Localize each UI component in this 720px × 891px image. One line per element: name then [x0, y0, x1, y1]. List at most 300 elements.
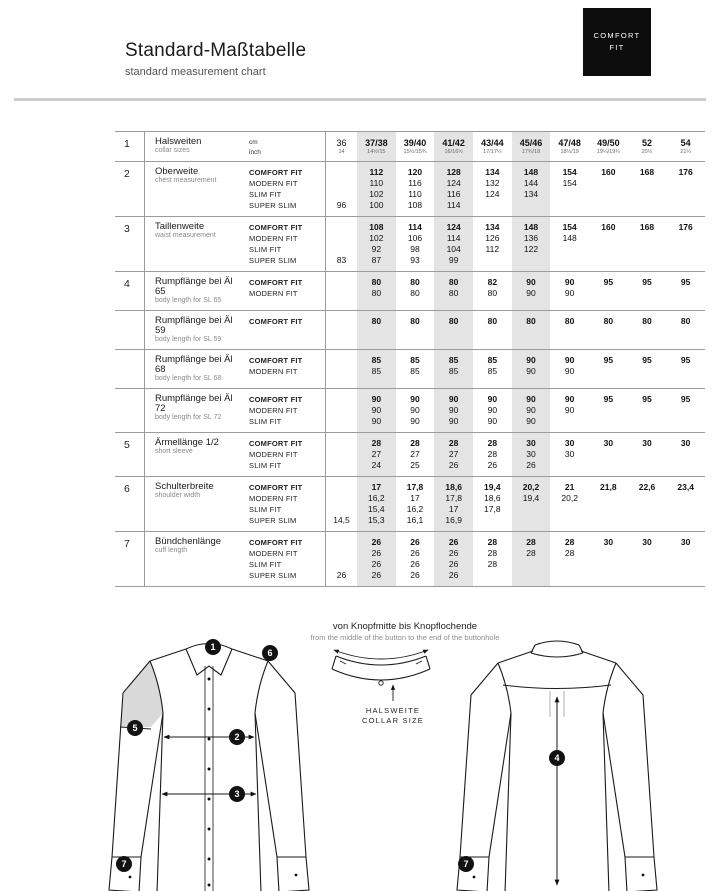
- measure-value: 132: [485, 178, 500, 188]
- size-column-cell: [628, 132, 667, 161]
- collar-size-cm: 36: [336, 138, 347, 148]
- measure-value: 80: [603, 316, 614, 326]
- size-column-cell: [325, 389, 357, 432]
- measure-name-de: Rumpflänge bei Äl 65: [155, 276, 233, 297]
- collar-measure-arrow: [334, 650, 428, 659]
- section-number: 5: [115, 433, 145, 476]
- measure-value: [473, 200, 512, 211]
- size-column-cell: [628, 532, 667, 586]
- size-column-cell: [628, 311, 667, 349]
- measure-name-en: short sleeve: [155, 448, 193, 455]
- size-column-cell: [434, 272, 473, 310]
- fit-label: SUPER SLIM: [249, 516, 297, 525]
- fit-labels-cell: [245, 132, 325, 161]
- collar-label-de: HALSWEITE: [365, 706, 421, 715]
- measure-value: [628, 288, 667, 299]
- measure-value: 80: [487, 316, 498, 326]
- measure-value: [550, 559, 589, 570]
- measure-value: [589, 460, 628, 471]
- measure-value: 21,8: [600, 482, 617, 492]
- measure-value: 90: [448, 394, 459, 404]
- measure-value: 95: [603, 355, 614, 365]
- measure-value: 28: [487, 537, 498, 547]
- measure-value: 85: [448, 355, 459, 365]
- size-column-cell: [589, 217, 628, 271]
- measure-value: [550, 255, 589, 266]
- measure-value: [666, 559, 705, 570]
- table-section: [115, 350, 705, 389]
- size-column-cell: [325, 311, 357, 349]
- measure-value: 99: [448, 255, 459, 265]
- measure-value: 95: [680, 277, 691, 287]
- size-column-cell: [434, 532, 473, 586]
- measure-value: 124: [446, 222, 461, 232]
- collar-size-inch: 15½/15¾: [403, 149, 427, 155]
- measure-value: [666, 515, 705, 526]
- measure-value: 90: [526, 277, 536, 287]
- measure-value: 90: [371, 405, 382, 415]
- measure-name-cell: [145, 350, 245, 388]
- measure-value: 90: [410, 405, 420, 415]
- measure-value: [326, 548, 357, 559]
- fit-label: COMFORT FIT: [249, 395, 303, 404]
- measure-value: 126: [485, 233, 500, 243]
- measure-value: 95: [680, 355, 691, 365]
- measure-value: [326, 460, 357, 471]
- size-column-cell: [666, 217, 705, 271]
- table-section-6: [115, 477, 705, 532]
- measure-value: 26: [371, 537, 382, 547]
- size-column-cell: [628, 389, 667, 432]
- size-column-cell: [628, 162, 667, 216]
- measure-value: 80: [371, 277, 382, 287]
- size-column-cell: [666, 162, 705, 216]
- measure-value: 16,2: [368, 493, 385, 503]
- size-column-cell: [396, 162, 435, 216]
- size-column-cell: [512, 272, 551, 310]
- measure-value: 95: [642, 277, 652, 287]
- measure-value: [628, 515, 667, 526]
- measure-value: 30: [642, 438, 652, 448]
- size-column-cell: [473, 162, 512, 216]
- measure-name-en: cuff length: [155, 547, 188, 554]
- measure-value: 28: [526, 548, 536, 558]
- measure-value: [666, 449, 705, 460]
- unit-inch-label: inch: [249, 149, 261, 156]
- table-section-1: [115, 132, 705, 162]
- measure-value: 28: [448, 438, 459, 448]
- measure-value: [326, 449, 357, 460]
- note-german: von Knopfmitte bis Knopflochende: [332, 621, 478, 632]
- size-column-cell: [325, 532, 357, 586]
- measure-value: [512, 570, 551, 581]
- measure-value: 26: [410, 548, 420, 558]
- measure-value: 106: [407, 233, 423, 243]
- measure-value: 90: [410, 394, 420, 404]
- size-column-cell: [357, 350, 396, 388]
- size-column-cell: [396, 311, 435, 349]
- front-right-sleeve: [255, 661, 309, 891]
- size-column-cell: [512, 132, 551, 161]
- measure-value: [473, 570, 512, 581]
- measure-value: [589, 405, 628, 416]
- measure-value: 90: [564, 394, 575, 404]
- section-number: 2: [115, 162, 145, 216]
- collar-size-cm: 54: [680, 138, 691, 148]
- fit-labels-cell: [245, 272, 325, 310]
- measure-value: 90: [487, 416, 498, 426]
- measure-value: 19,4: [522, 493, 540, 503]
- measure-value: 26: [371, 559, 382, 569]
- measure-value: 30: [564, 438, 575, 448]
- size-column-cell: [325, 162, 357, 216]
- size-column-cell: [434, 311, 473, 349]
- section-number: [115, 350, 145, 388]
- measure-value: 26: [448, 548, 459, 558]
- measure-value: 80: [410, 277, 420, 287]
- unit-cm-label: cm: [249, 139, 258, 146]
- measure-value: [628, 416, 667, 427]
- measure-value: 128: [446, 167, 461, 177]
- size-column-cell: [512, 389, 551, 432]
- comfort-fit-badge: [583, 8, 651, 76]
- size-column-cell: [589, 433, 628, 476]
- measure-name-de: Schulterbreite: [155, 481, 214, 492]
- fit-label: SLIM FIT: [249, 461, 282, 470]
- size-column-cell: [325, 350, 357, 388]
- measure-value: [326, 438, 357, 449]
- marker-1-badge: [205, 639, 221, 655]
- marker-4-number: 4: [554, 753, 560, 764]
- measure-name-cell: [145, 162, 245, 216]
- size-column-cell: [628, 350, 667, 388]
- measure-name-en: body length for SL 68: [155, 375, 222, 382]
- measure-value: 14,5: [333, 515, 350, 525]
- size-column-cell: [357, 162, 396, 216]
- fit-labels-cell: [245, 433, 325, 476]
- collar-size-inch: 19¼/19¾: [596, 149, 620, 155]
- measure-value: [326, 189, 357, 200]
- measure-value: [589, 288, 628, 299]
- collar-size-inch: 21¼: [680, 149, 692, 155]
- measure-value: 27: [371, 449, 382, 459]
- measure-value: [550, 416, 589, 427]
- measure-value: [512, 504, 551, 515]
- measure-value: [628, 200, 667, 211]
- measure-name-en: shoulder width: [155, 492, 201, 499]
- measure-name-de: Taillenweite: [155, 221, 205, 232]
- size-column-cell: [512, 311, 551, 349]
- fit-label: MODERN FIT: [249, 494, 298, 503]
- measure-value: [628, 504, 667, 515]
- measure-name-en: body length for SL 72: [155, 414, 222, 421]
- size-column-cell: [396, 477, 435, 531]
- marker-4-badge: [549, 750, 565, 766]
- measure-name-cell: [145, 532, 245, 586]
- measure-value: 90: [448, 405, 459, 415]
- marker-7-number-back: 7: [463, 859, 469, 870]
- measure-name-de: Rumpflänge bei Äl 59: [155, 315, 233, 336]
- section-number: 7: [115, 532, 145, 586]
- measure-value: 17: [448, 504, 459, 514]
- size-column-cell: [512, 217, 551, 271]
- measure-value: 82: [487, 277, 498, 287]
- measure-value: 116: [446, 189, 461, 199]
- marker-6-badge: [262, 645, 278, 661]
- measure-value: 90: [526, 366, 536, 376]
- collar-size-cm: 47/48: [558, 138, 581, 148]
- fit-labels-cell: [245, 532, 325, 586]
- fit-label: SUPER SLIM: [249, 256, 297, 265]
- size-column-cell: [396, 132, 435, 161]
- measure-value: 90: [487, 405, 498, 415]
- size-column-cell: [325, 477, 357, 531]
- table-section-3: [115, 217, 705, 272]
- measure-value: 114: [446, 200, 461, 210]
- size-column-cell: [325, 433, 357, 476]
- measure-value: 26: [448, 570, 459, 580]
- measure-value: 17,8: [406, 482, 424, 492]
- measure-value: 26: [336, 570, 347, 580]
- measure-value: 30: [603, 537, 614, 547]
- measure-value: [589, 416, 628, 427]
- measure-name-cell: [145, 433, 245, 476]
- fit-label: MODERN FIT: [249, 289, 298, 298]
- measure-value: [589, 189, 628, 200]
- size-column-cell: [512, 477, 551, 531]
- measure-name-cell: [145, 132, 245, 161]
- collar-size-inch: 14: [338, 149, 345, 155]
- measure-value: 124: [446, 178, 461, 188]
- measure-value: 21: [564, 482, 575, 492]
- measure-value: [589, 504, 628, 515]
- measure-value: 85: [410, 355, 420, 365]
- measure-value: 110: [369, 178, 384, 188]
- size-column-cell: [325, 132, 357, 161]
- collar-size-cm: 37/38: [365, 138, 388, 148]
- measure-value: 26: [526, 460, 536, 470]
- measure-value: [589, 559, 628, 570]
- marker-5-number: 5: [132, 723, 138, 734]
- measure-value: [628, 570, 667, 581]
- measure-value: 116: [408, 178, 422, 188]
- collar-size-cm: 45/46: [519, 138, 543, 148]
- measure-value: 30: [603, 438, 614, 448]
- page-header: [0, 0, 720, 98]
- measure-value: [666, 504, 705, 515]
- size-column-cell: [666, 477, 705, 531]
- collar-size-inch: 18½/19: [560, 149, 579, 155]
- measure-value: [512, 559, 551, 570]
- size-diagram-svg: [0, 635, 720, 891]
- measure-value: 80: [410, 288, 420, 298]
- size-column-cell: [512, 350, 551, 388]
- measure-value: 148: [523, 167, 539, 177]
- size-column-cell: [357, 532, 396, 586]
- marker-7-badge-front: [116, 856, 132, 872]
- collar-size-inch: 17/17¼: [483, 149, 502, 155]
- collar-size-cm: 39/40: [403, 138, 427, 148]
- measure-value: [326, 394, 357, 405]
- measure-value: [666, 366, 705, 377]
- measure-value: 27: [410, 449, 420, 459]
- collar-label-en: COLLAR SIZE: [362, 716, 424, 725]
- measure-value: 20,2: [522, 482, 540, 492]
- collar-size-inch: 17¾/18: [521, 149, 541, 155]
- measure-value: 26: [410, 570, 420, 580]
- fit-label: COMFORT FIT: [249, 223, 303, 232]
- size-column-cell: [396, 389, 435, 432]
- size-column-cell: [473, 311, 512, 349]
- measure-value: 136: [523, 233, 539, 243]
- measure-value: 28: [410, 438, 420, 448]
- fit-label: COMFORT FIT: [249, 483, 303, 492]
- size-column-cell: [325, 272, 357, 310]
- size-column-cell: [589, 532, 628, 586]
- measure-value: 30: [680, 438, 691, 448]
- measure-value: 28: [487, 438, 498, 448]
- measure-name-en: chest measurement: [155, 177, 217, 184]
- size-column-cell: [628, 477, 667, 531]
- measure-value: [589, 515, 628, 526]
- measure-value: [326, 416, 357, 427]
- measure-value: 95: [642, 394, 652, 404]
- measure-value: [589, 178, 628, 189]
- measure-value: [326, 316, 357, 327]
- measure-value: [512, 200, 551, 211]
- fit-labels-cell: [245, 311, 325, 349]
- measure-value: 80: [371, 288, 382, 298]
- measure-value: 16,1: [406, 515, 424, 525]
- measure-value: 93: [410, 255, 420, 265]
- measure-value: 20,2: [561, 493, 578, 503]
- measure-name-cell: [145, 311, 245, 349]
- measure-value: 90: [526, 416, 536, 426]
- measure-value: 26: [410, 559, 420, 569]
- size-column-cell: [357, 311, 396, 349]
- measure-value: [666, 405, 705, 416]
- measure-value: [628, 366, 667, 377]
- measure-value: 90: [526, 288, 536, 298]
- measure-value: [666, 244, 705, 255]
- badge-line-1: COMFORT: [593, 31, 641, 40]
- fit-label: COMFORT FIT: [249, 439, 303, 448]
- size-column-cell: [434, 477, 473, 531]
- measure-value: 96: [336, 200, 347, 210]
- measure-value: 80: [642, 316, 652, 326]
- measure-value: [628, 178, 667, 189]
- fit-label: MODERN FIT: [249, 450, 298, 459]
- measure-value: [326, 178, 357, 189]
- size-column-cell: [473, 532, 512, 586]
- back-right-sleeve: [603, 663, 657, 891]
- measure-value: 168: [639, 222, 655, 232]
- measure-value: [666, 493, 705, 504]
- size-column-cell: [473, 272, 512, 310]
- collar-size-cm: 49/50: [597, 138, 620, 148]
- measure-value: 114: [408, 222, 422, 232]
- measure-value: [326, 504, 357, 515]
- size-column-cell: [589, 132, 628, 161]
- fit-label: MODERN FIT: [249, 179, 298, 188]
- fit-labels-cell: [245, 350, 325, 388]
- size-column-cell: [357, 433, 396, 476]
- fit-label: MODERN FIT: [249, 367, 298, 376]
- measure-value: 23,4: [677, 482, 694, 492]
- measure-value: 90: [448, 416, 459, 426]
- marker-7-number-front: 7: [121, 859, 127, 870]
- measure-value: 168: [639, 167, 655, 177]
- measure-value: 30: [642, 537, 652, 547]
- measure-value: [666, 255, 705, 266]
- size-column-cell: [434, 132, 473, 161]
- size-column-cell: [512, 433, 551, 476]
- measure-value: [326, 288, 357, 299]
- measure-value: 26: [371, 570, 382, 580]
- fit-label: MODERN FIT: [249, 549, 298, 558]
- marker-1-number: 1: [210, 642, 216, 653]
- measure-value: 30: [680, 537, 691, 547]
- measure-value: 108: [407, 200, 423, 210]
- size-column-cell: [550, 162, 589, 216]
- fit-labels-cell: [245, 389, 325, 432]
- size-column-cell: [396, 433, 435, 476]
- measure-value: [326, 405, 357, 416]
- measure-value: 28: [526, 537, 536, 547]
- size-column-cell: [666, 532, 705, 586]
- measure-value: 95: [680, 394, 691, 404]
- back-collar-band: [531, 641, 583, 657]
- measure-value: 90: [526, 394, 536, 404]
- measure-value: 160: [601, 222, 616, 232]
- measure-value: [628, 493, 667, 504]
- size-column-cell: [396, 532, 435, 586]
- measure-name-cell: [145, 272, 245, 310]
- size-column-cell: [434, 350, 473, 388]
- measure-value: [589, 255, 628, 266]
- measure-value: [512, 255, 551, 266]
- badge-line-2: FIT: [609, 43, 625, 52]
- measure-name-de: Halsweiten: [155, 136, 202, 147]
- measure-name-cell: [145, 217, 245, 271]
- measure-value: 26: [448, 559, 459, 569]
- size-column-cell: [396, 350, 435, 388]
- collar-size-inch: 14½/15: [367, 149, 386, 155]
- measure-value: 80: [680, 316, 691, 326]
- measure-value: 87: [371, 255, 382, 265]
- measure-value: [666, 200, 705, 211]
- section-number: 3: [115, 217, 145, 271]
- note-english: from the middle of the button to the end of the buttonhole: [310, 633, 500, 642]
- cuff-buttons-back: [473, 874, 645, 879]
- measure-value: 90: [564, 355, 575, 365]
- size-column-cell: [628, 433, 667, 476]
- measure-value: 83: [336, 255, 347, 265]
- measure-value: 98: [410, 244, 420, 254]
- collar-size-cm: 41/42: [442, 138, 465, 148]
- size-column-cell: [325, 217, 357, 271]
- size-column-cell: [473, 477, 512, 531]
- measure-value: 80: [448, 277, 459, 287]
- marker-2-number: 2: [234, 732, 240, 743]
- size-column-cell: [434, 217, 473, 271]
- measure-value: 26: [448, 537, 459, 547]
- measure-value: 80: [410, 316, 420, 326]
- marker-6-number: 6: [267, 648, 273, 659]
- table-section-7: [115, 532, 705, 587]
- size-column-cell: [589, 477, 628, 531]
- measure-name-en: body length for SL 65: [155, 297, 222, 304]
